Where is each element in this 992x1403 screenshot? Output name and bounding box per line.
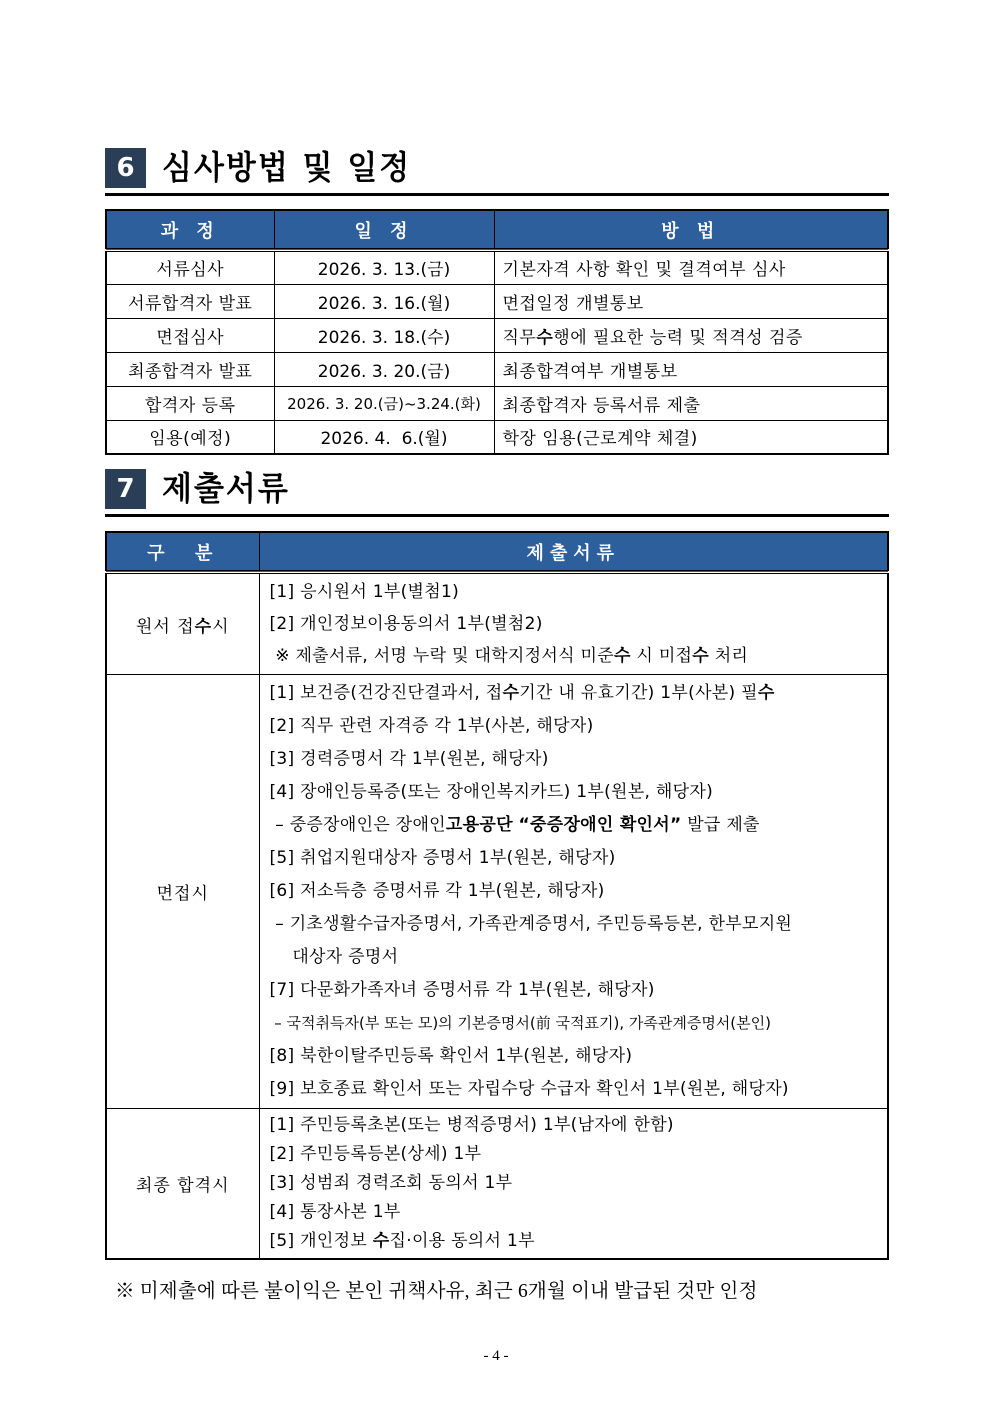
cell-date: 2026. 3. 16.(월) xyxy=(274,284,494,318)
document-item: [1] 응시원서 1부(별첨1) xyxy=(269,582,460,602)
cell-date: 2026. 3. 13.(금) xyxy=(274,250,494,284)
table-row xyxy=(106,250,888,284)
section-7-title: 제출서류 xyxy=(162,470,290,508)
cell-date: 2026. 3. 20.(금) xyxy=(274,352,494,386)
cell-method: 직무수행에 필요한 능력 및 적격성 검증 xyxy=(494,318,888,352)
document-item: [4] 통장사본 1부 xyxy=(269,1202,401,1222)
document-subitem-continued: 대상자 증명서 xyxy=(269,947,399,967)
section-7-number-badge: 7 xyxy=(105,469,146,509)
cell-method: 면접일정 개별통보 xyxy=(494,284,888,318)
documents-header-row xyxy=(106,532,888,572)
table-row xyxy=(106,420,888,454)
document-item: [3] 경력증명서 각 1부(원본, 해당자) xyxy=(269,749,549,769)
document-note: ※ 제출서류, 서명 누락 및 대학지정서식 미준수 시 미접수 처리 xyxy=(269,646,749,666)
document-item: [5] 취업지원대상자 증명서 1부(원본, 해당자) xyxy=(269,848,616,868)
cell-process: 서류심사 xyxy=(106,250,274,284)
footnote: ※ 미제출에 따른 불이익은 본인 귀책사유, 최근 6개월 이내 발급된 것만 인정 xyxy=(115,1281,758,1302)
cell-method: 최종합격자 등록서류 제출 xyxy=(494,386,888,420)
cell-process: 임용(예정) xyxy=(106,420,274,454)
document-item: [2] 개인정보이용동의서 1부(별첨2) xyxy=(269,614,543,634)
cell-document-list xyxy=(259,572,888,675)
cell-category: 원서 접수시 xyxy=(106,572,259,675)
column-header-process: 과 정 xyxy=(106,210,274,250)
document-item: [2] 주민등록등본(상세) 1부 xyxy=(269,1144,482,1164)
column-header-category: 구 분 xyxy=(106,532,259,572)
cell-date: 2026. 4. 6.(월) xyxy=(274,420,494,454)
schedule-table xyxy=(105,209,889,455)
cell-category: 최종 합격시 xyxy=(106,1109,259,1260)
document-item: [4] 장애인등록증(또는 장애인복지카드) 1부(원본, 해당자) xyxy=(269,782,714,802)
section-6-title: 심사방법 및 일정 xyxy=(162,149,412,187)
cell-process: 합격자 등록 xyxy=(106,386,274,420)
document-item: [2] 직무 관련 자격증 각 1부(사본, 해당자) xyxy=(269,716,594,736)
document-item: [9] 보호종료 확인서 또는 자립수당 수급자 확인서 1부(원본, 해당자) xyxy=(269,1079,789,1099)
document-subitem: – 국적취득자(부 또는 모)의 기본증명서(前 국적표기), 가족관계증명서(본인) xyxy=(269,1014,771,1032)
document-item: [7] 다문화가족자녀 증명서류 각 1부(원본, 해당자) xyxy=(269,980,655,1000)
schedule-header-row xyxy=(106,210,888,250)
cell-method: 최종합격여부 개별통보 xyxy=(494,352,888,386)
cell-document-list xyxy=(259,675,888,1109)
document-subitem: – 기초생활수급자증명서, 가족관계증명서, 주민등록등본, 한부모지원 xyxy=(269,914,793,934)
table-row xyxy=(106,352,888,386)
document-subitem: – 중증장애인은 장애인고용공단 “중증장애인 확인서” 발급 제출 xyxy=(269,815,760,835)
table-row xyxy=(106,284,888,318)
cell-method: 학장 임용(근로계약 체결) xyxy=(494,420,888,454)
cell-process: 서류합격자 발표 xyxy=(106,284,274,318)
document-item: [8] 북한이탈주민등록 확인서 1부(원본, 해당자) xyxy=(269,1046,633,1066)
column-header-date: 일 정 xyxy=(274,210,494,250)
document-item: [6] 저소득층 증명서류 각 1부(원본, 해당자) xyxy=(269,881,605,901)
document-item: [1] 보건증(건강진단결과서, 접수기간 내 유효기간) 1부(사본) 필수 xyxy=(269,683,775,703)
column-header-method: 방 법 xyxy=(494,210,888,250)
cell-date: 2026. 3. 18.(수) xyxy=(274,318,494,352)
document-item: [5] 개인정보 수집·이용 동의서 1부 xyxy=(269,1231,535,1251)
documents-table xyxy=(105,531,889,1260)
cell-process: 최종합격자 발표 xyxy=(106,352,274,386)
document-page xyxy=(105,148,889,1303)
cell-date: 2026. 3. 20.(금)~3.24.(화) xyxy=(274,386,494,420)
table-row-interview xyxy=(106,675,888,1109)
cell-document-list xyxy=(259,1109,888,1260)
document-item: [3] 성범죄 경력조회 동의서 1부 xyxy=(269,1173,513,1193)
section-6-number-badge: 6 xyxy=(105,148,146,188)
section-6-heading xyxy=(105,148,889,196)
cell-method: 기본자격 사항 확인 및 결격여부 심사 xyxy=(494,250,888,284)
table-row xyxy=(106,386,888,420)
table-row-application xyxy=(106,572,888,675)
column-header-documents: 제출서류 xyxy=(259,532,888,572)
table-row xyxy=(106,318,888,352)
table-row-final-pass xyxy=(106,1109,888,1260)
cell-process: 면접심사 xyxy=(106,318,274,352)
document-item: [1] 주민등록초본(또는 병적증명서) 1부(남자에 한함) xyxy=(269,1115,674,1135)
page-number: - 4 - xyxy=(483,1348,509,1364)
section-7-heading xyxy=(105,469,889,517)
cell-category: 면접시 xyxy=(106,675,259,1109)
